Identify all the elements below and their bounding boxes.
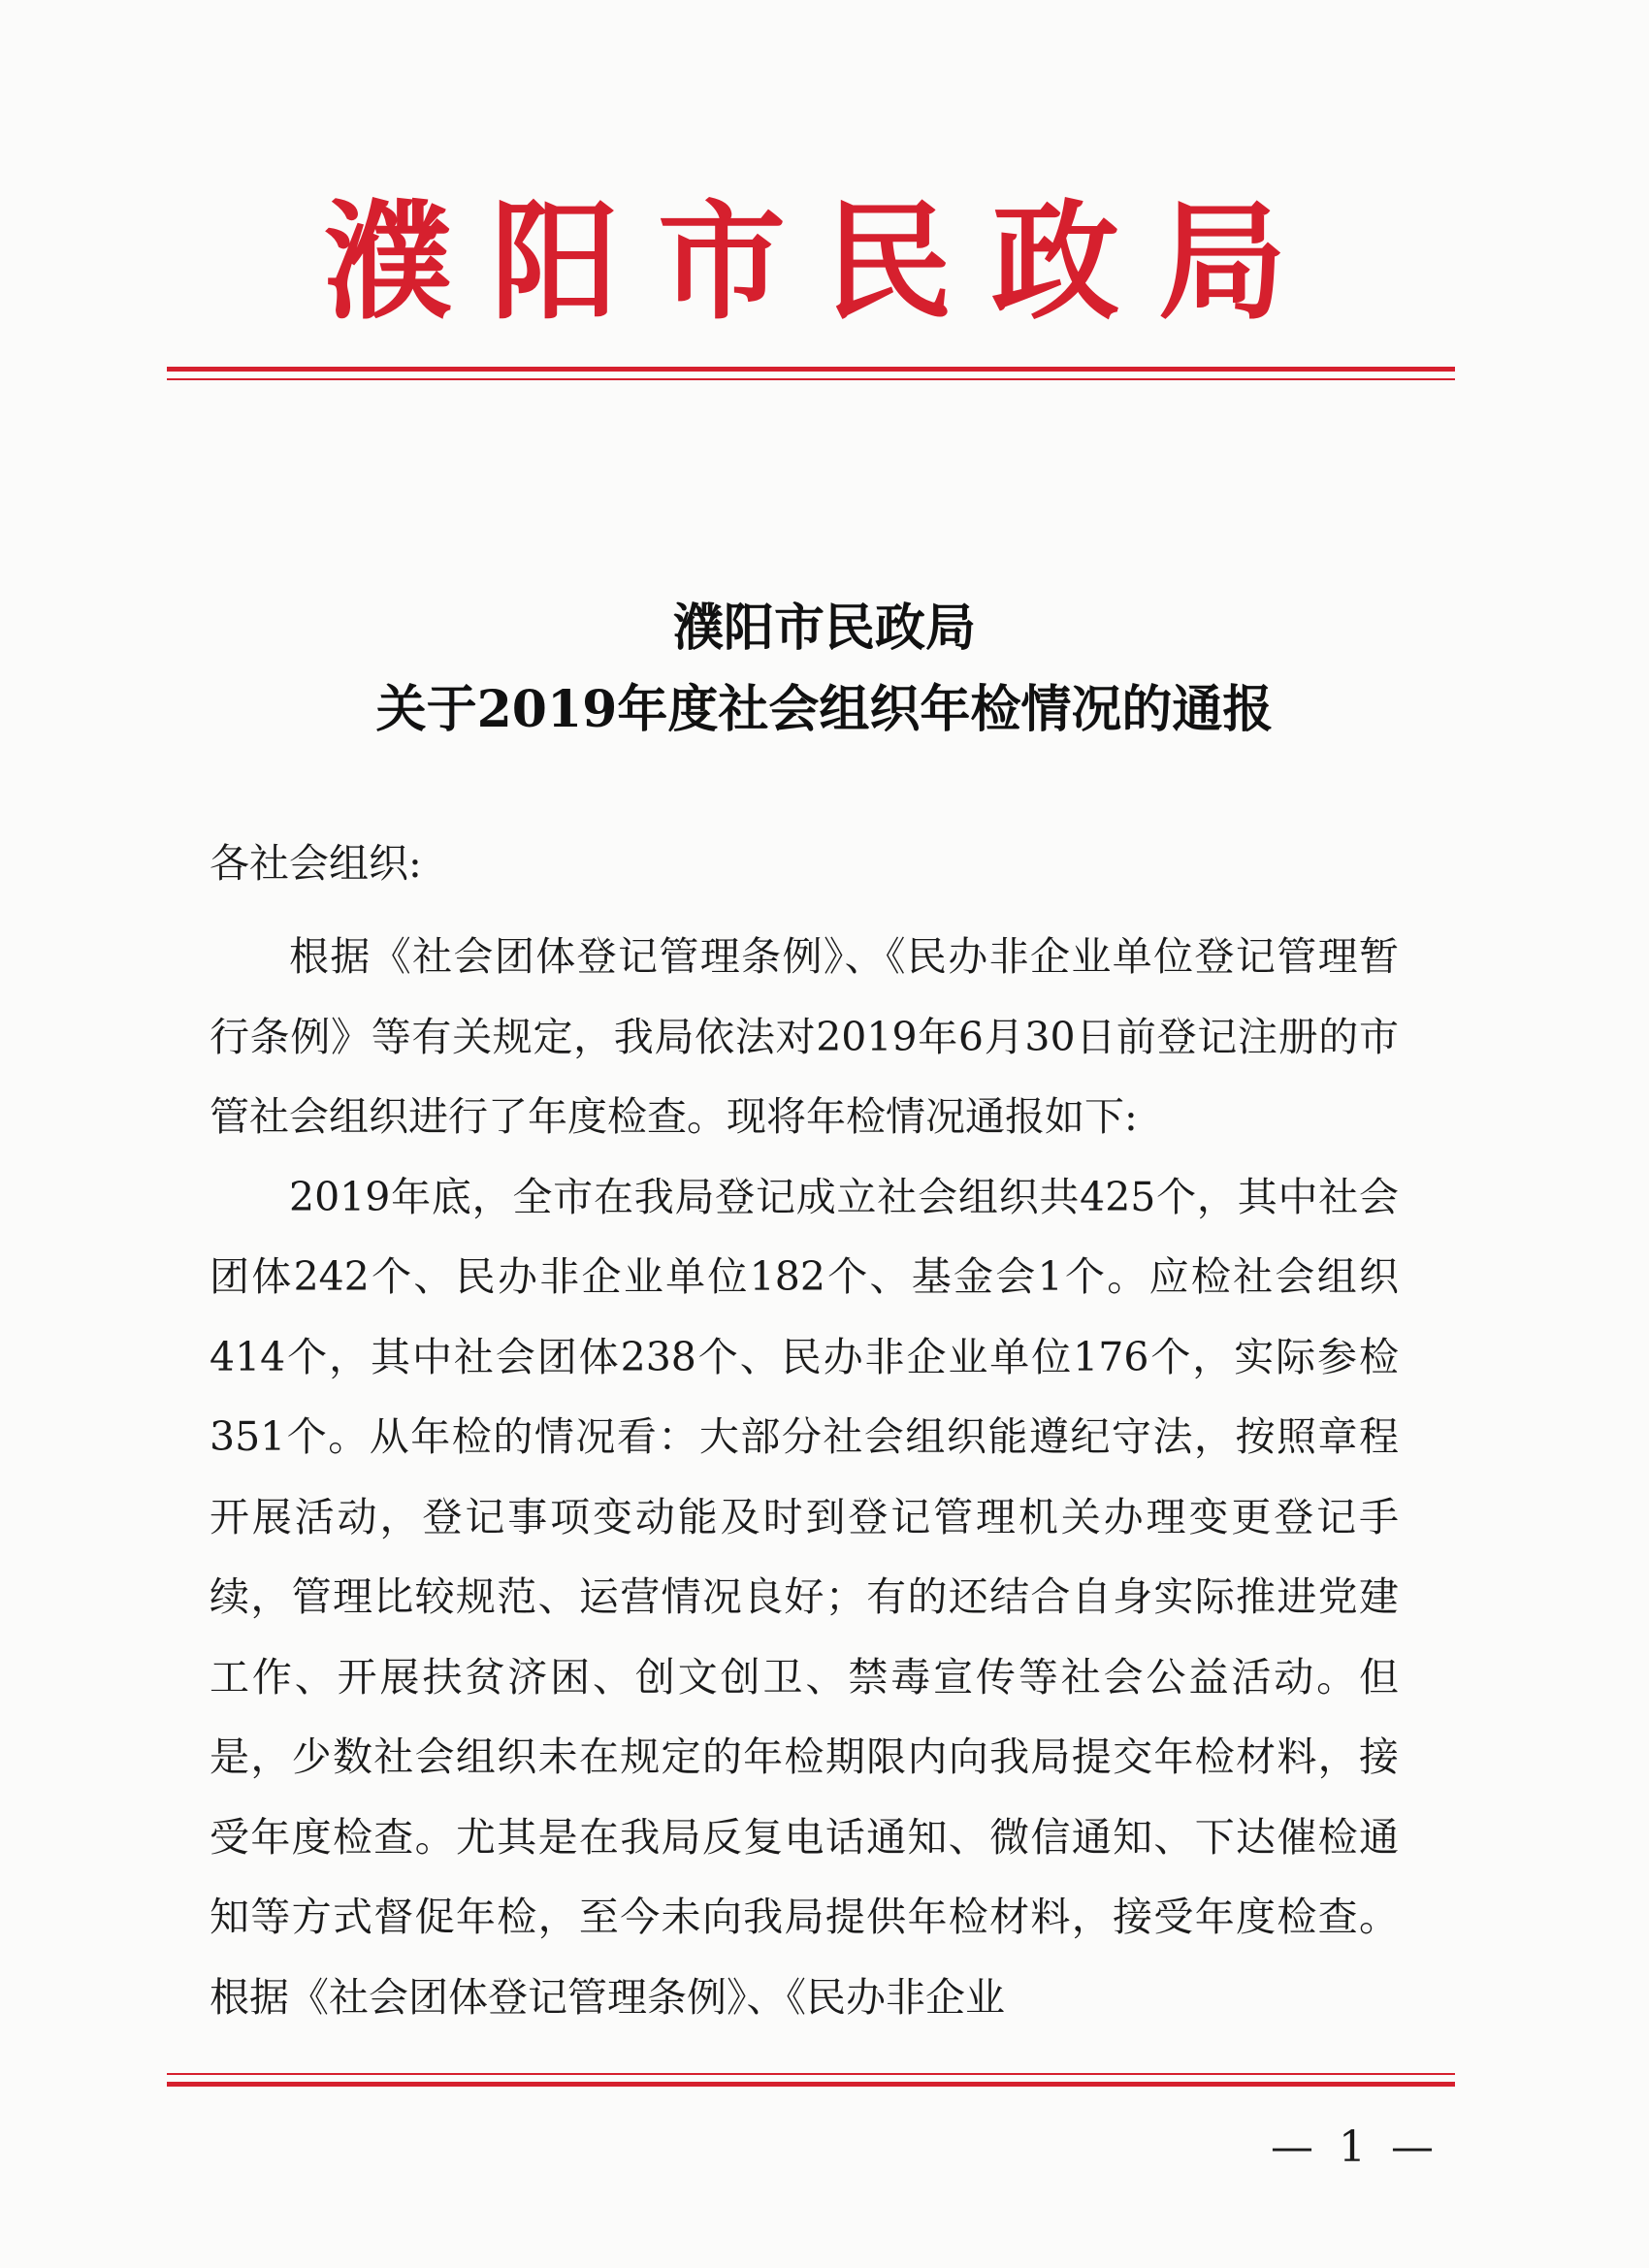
salutation: 各社会组织:: [210, 840, 422, 887]
body-paragraph-1: 根据《社会团体登记管理条例》、《民办非企业单位登记管理暂行条例》等有关规定，我局依法对2019年6月30日前登记注册的市管社会组织进行了年度检查。现将年检情况通报如下:: [210, 933, 1399, 1140]
letterhead-agency-name: 濮阳市民政局: [324, 187, 1325, 338]
footer-rule-thick: [167, 2082, 1455, 2087]
page-number: — 1 —: [1271, 2122, 1439, 2172]
document-body: [210, 917, 1399, 2037]
letterhead-rule-thick: [167, 367, 1455, 372]
letterhead-rule-thin: [167, 378, 1455, 380]
document-title-line1: 濮阳市民政局: [672, 599, 976, 658]
document-title-line2: 关于2019年度社会组织年检情况的通报: [375, 680, 1274, 739]
body-paragraph-2: 2019年底，全市在我局登记成立社会组织共425个，其中社会团体242个、民办非企业单位182个、基金会1个。应检社会组织414个，其中社会团体238个、民办非企业单位176个，实际参检 351个。从年检的情况看：大部分社会组织能遵纪守法，按照章程开展活动，登记事项变动能及时到登记管理机关办理变更登记手续，管理比较规范、运营情况良好；有的还结合自身实际推进党建工作、开展扶贫济困、创文创卫、禁毒宣传等社会公益活动。但是，少数社会组织未在规定的年检期限内向我局提交年检材料，接受年度检查。尤其是在我局反复电话通知、微信通知、下达催检通知等方式督促年检，至今未向我局提供年检材料，接受年度检查。根据《社会团体登记管理条例》、《民办非企业: [210, 1173, 1399, 2021]
footer-rule-thin: [167, 2073, 1455, 2075]
